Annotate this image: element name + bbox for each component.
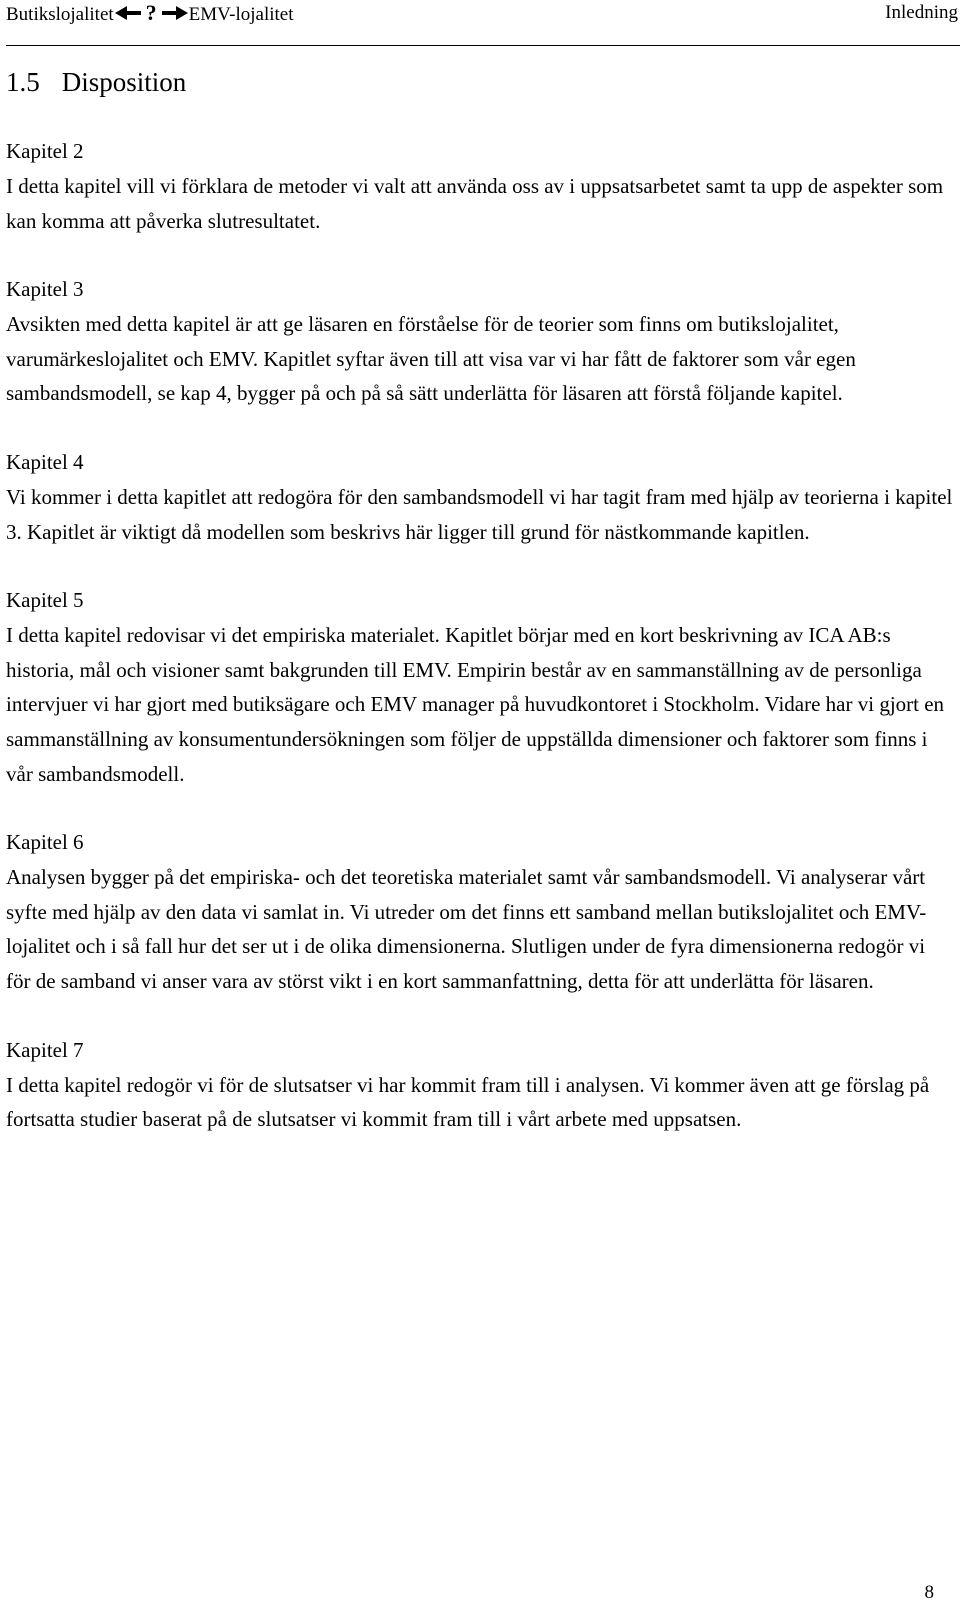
arrow-right-icon <box>162 5 188 21</box>
chapter-description: I detta kapitel redogör vi för de slutsatser vi har kommit fram till i analysen. Vi kommer även att ge förslag på fortsatta studier baserat på de slutsatser vi kommit fram till i vårt arbete med uppsatsen. <box>6 1072 930 1132</box>
header-right-term: EMV-lojalitet <box>188 4 294 25</box>
header-relationship <box>6 2 294 26</box>
header-question-mark: ? <box>145 0 157 25</box>
section-title <box>6 66 186 98</box>
chapter-block <box>6 445 954 549</box>
chapter-description: I detta kapitel redovisar vi det empiriska materialet. Kapitlet börjar med en kort beskrivning av ICA AB:s historia, mål och visioner samt bakgrunden till EMV. Empirin består av en sammanställning av de personliga intervjuer vi har gjort med butiksägare och EMV manager på huvudkontoret i Stockholm. Vidare har vi gjort en sammanställning av konsumentundersökningen som följer de uppställda dimensioner och faktorer som finns i vår sambandsmodell. <box>6 623 945 786</box>
chapter-heading: Kapitel 5 <box>6 588 84 613</box>
chapter-block <box>6 825 954 998</box>
chapter-block <box>6 583 954 791</box>
chapter-block <box>6 134 954 238</box>
chapter-heading: Kapitel 3 <box>6 277 84 302</box>
section-number: 1.5 <box>6 67 40 97</box>
header-left-term: Butikslojalitet <box>6 4 114 25</box>
section-title-text: Disposition <box>61 67 187 97</box>
chapter-description: Analysen bygger på det empiriska- och det teoretiska materialet samt vår sambandsmodell. Vi analyserar vårt syfte med hjälp av den data vi samlat in. Vi utreder om det finns ett samband mellan butikslojalitet och EMV-lojalitet och i så fall hur det ser ut i de olika dimensionerna. Slutligen under de fyra dimensionerna redogör vi för de samband vi anser vara av störst vikt i en kort sammanfattning, detta för att underlätta för läsaren. <box>6 865 927 993</box>
chapter-block <box>6 272 954 411</box>
chapter-heading: Kapitel 2 <box>6 139 84 163</box>
chapter-heading: Kapitel 4 <box>6 449 84 474</box>
arrow-left-icon <box>115 5 141 21</box>
chapter-description: I detta kapitel vill vi förklara de metoder vi valt att använda oss av i uppsatsarbetet samt ta upp de aspekter som kan komma att påverka slutresultatet. <box>6 174 944 233</box>
header-chapter-name: Inledning <box>885 2 958 23</box>
page-number: 8 <box>924 1582 934 1603</box>
chapter-description: Avsikten med detta kapitel är att ge läsaren en förståelse för de teorier som finns om butikslojalitet, varumärkeslojalitet och EMV. Kapitlet syftar även till att visa var vi har fått de faktorer som vår egen sambandsmodell, se kap 4, bygger på och på så sätt underlätta för läsaren att förstå följande kapitel. <box>6 312 856 406</box>
chapter-description: Vi kommer i detta kapitlet att redogöra för den sambandsmodell vi har tagit fram med hjälp av teorierna i kapitel 3. Kapitlet är viktigt då modellen som beskrivs här ligger till grund för nästkommande kapitlen. <box>6 484 953 544</box>
chapter-list <box>6 134 954 1171</box>
chapter-heading: Kapitel 7 <box>6 1037 84 1062</box>
running-header <box>6 2 960 46</box>
chapter-block <box>6 1033 954 1137</box>
chapter-heading: Kapitel 6 <box>6 830 84 855</box>
